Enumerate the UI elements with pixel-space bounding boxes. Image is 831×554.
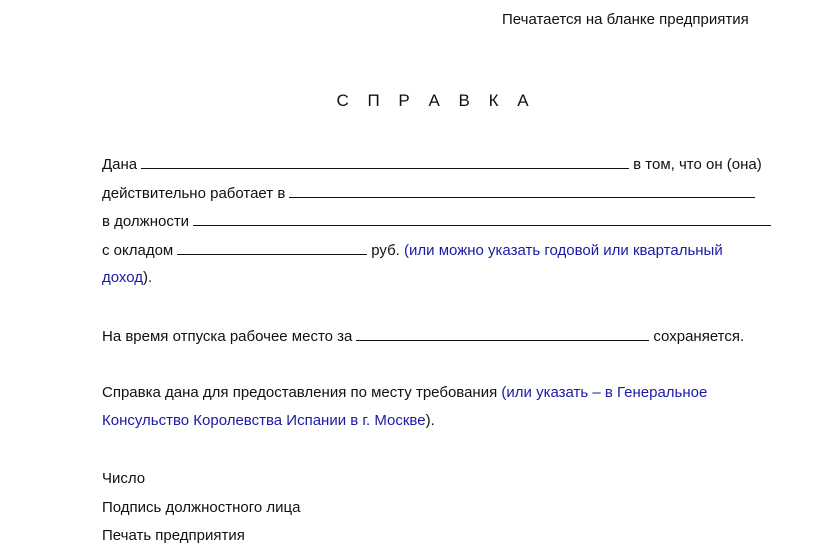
- vacation-suffix: сохраняется.: [653, 328, 745, 345]
- given-to-line: [102, 154, 762, 174]
- salary-blank: [177, 240, 367, 255]
- given-to-label: Дана: [102, 156, 138, 173]
- employer-line: [102, 183, 759, 203]
- vacation-line: [102, 326, 744, 346]
- purpose-line-2: [102, 412, 435, 430]
- position-blank: [193, 211, 771, 226]
- income-note: доход: [102, 269, 144, 286]
- purpose-line: [102, 384, 707, 402]
- salary-note: (или можно указать годовой или квартальный: [404, 242, 723, 259]
- vacation-label: На время отпуска рабочее место за: [102, 328, 353, 345]
- salary-line: [102, 240, 723, 260]
- header-note: Печатается на бланке предприятия: [502, 11, 749, 28]
- purpose-label: Справка дана для предоставления по месту требования: [102, 384, 498, 401]
- consulate-note-end: ).: [425, 412, 435, 429]
- income-note-end: ).: [143, 269, 153, 286]
- document-title: С П Р А В К А: [336, 91, 536, 110]
- employee-name-blank: [141, 154, 629, 169]
- employer-label: действительно работает в: [102, 185, 286, 202]
- salary-label: с окладом: [102, 242, 174, 259]
- stamp-label: Печать предприятия: [102, 527, 245, 544]
- consulate-note: Консульство Королевства Испании в г. Москве: [102, 412, 426, 429]
- purpose-note: (или указать – в Генеральное: [501, 384, 708, 401]
- position-line: [102, 211, 775, 231]
- position-label: в должности: [102, 213, 190, 230]
- date-label: Число: [102, 470, 146, 487]
- vacation-period-blank: [356, 326, 649, 341]
- income-note-line: [102, 269, 152, 287]
- given-to-suffix: в том, что он (она): [633, 156, 762, 173]
- salary-unit: руб.: [371, 242, 400, 259]
- signature-label: Подпись должностного лица: [102, 499, 301, 516]
- employer-blank: [289, 183, 755, 198]
